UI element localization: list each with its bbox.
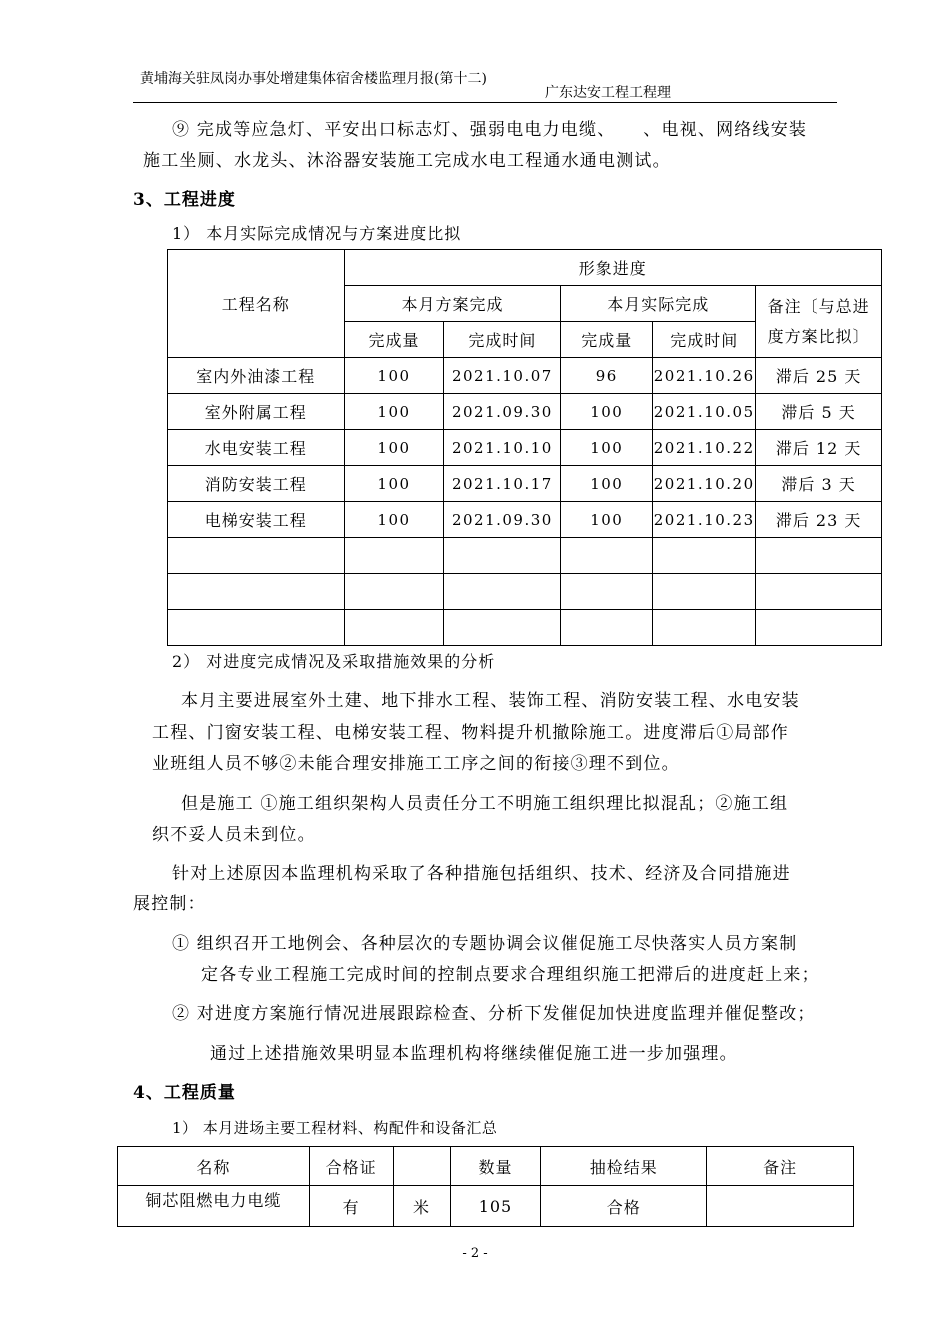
- header-progress: 形象进度: [344, 250, 881, 286]
- cell-note: 滞后 5 天: [756, 394, 882, 430]
- section3-sub2: 2） 对进度完成情况及采取措施效果的分析: [172, 652, 496, 671]
- para1-line2: 工程、门窗安装工程、电梯安装工程、物料提升机撤除施工。进度滞后①局部作: [152, 723, 789, 743]
- report-title: 黄埔海关驻凤岗办事处增建集体宿舍楼监理月报(第十二): [140, 71, 487, 87]
- cell-name: 消防安装工程: [168, 466, 345, 502]
- cell-actual-time: 2021.10.22: [653, 430, 756, 466]
- cell-name: 室内外油漆工程: [168, 358, 345, 394]
- cell-plan-time: 2021.10.17: [444, 466, 561, 502]
- cell-plan-qty: 100: [344, 394, 444, 430]
- cell-unit: 米: [393, 1186, 450, 1227]
- cell-actual-qty: 100: [561, 466, 653, 502]
- cell-actual-qty: 100: [561, 502, 653, 538]
- para3-line2: 展控制：: [133, 894, 206, 914]
- cell-actual-time: 2021.10.23: [653, 502, 756, 538]
- cell-name: 电梯安装工程: [168, 502, 345, 538]
- para3-line1: 针对上述原因本监理机构采取了各种措施包括组织、技术、经济及合同措施进: [172, 864, 791, 884]
- section3-sub1: 1） 本月实际完成情况与方案进度比拟: [172, 224, 462, 243]
- header-actual: 本月实际完成: [561, 286, 756, 322]
- table-row: [168, 358, 882, 394]
- header-note-line2: 度方案比拟〕: [767, 326, 870, 346]
- header-quantity: 数量: [450, 1147, 541, 1186]
- table-row: [168, 394, 882, 430]
- header-remark: 备注: [707, 1147, 854, 1186]
- cell-plan-time: 2021.10.10: [444, 430, 561, 466]
- para1-line1: 本月主要进展室外土建、地下排水工程、装饰工程、消防安装工程、水电安装: [181, 691, 800, 711]
- cell-note: 滞后 25 天: [756, 358, 882, 394]
- cell-name: 水电安装工程: [168, 430, 345, 466]
- measure1-line1: ① 组织召开工地例会、各种层次的专题协调会议催促施工尽快落实人员方案制: [172, 934, 798, 954]
- cell-quantity: 105: [450, 1186, 541, 1227]
- section4-heading: 4、工程质量: [133, 1083, 236, 1103]
- empty-row: [168, 538, 882, 574]
- item9-line1: ⑨ 完成等应急灯、平安出口标志灯、强弱电电力电缆、 、电视、网络线安装: [172, 120, 808, 140]
- header-actual-time: 完成时间: [653, 322, 756, 358]
- cell-actual-time: 2021.10.26: [653, 358, 756, 394]
- table-row: [168, 466, 882, 502]
- measure1-line2: 定各专业工程施工完成时间的控制点要求合理组织施工把滞后的进度赶上来；: [201, 965, 820, 985]
- cell-certificate: 有: [309, 1186, 393, 1227]
- cell-name: 室外附属工程: [168, 394, 345, 430]
- cell-note: 滞后 23 天: [756, 502, 882, 538]
- table-row: [168, 430, 882, 466]
- header-inspection-result: 抽检结果: [541, 1147, 707, 1186]
- measure2: ② 对进度方案施行情况进展跟踪检查、分析下发催促加快进度监理并催促整改；: [172, 1004, 816, 1024]
- header-unit: [393, 1147, 450, 1186]
- section4-sub1: 1） 本月进场主要工程材料、构配件和设备汇总: [172, 1119, 498, 1137]
- material-table: [117, 1146, 854, 1227]
- cell-note: 滞后 3 天: [756, 466, 882, 502]
- header-plan-qty: 完成量: [344, 322, 444, 358]
- header-plan-time: 完成时间: [444, 322, 561, 358]
- section3-heading: 3、工程进度: [133, 190, 236, 210]
- cell-actual-qty: 100: [561, 430, 653, 466]
- header-plan: 本月方案完成: [344, 286, 561, 322]
- header-note-line1: 备注〔与总进: [767, 296, 870, 316]
- header-project-name: 工程名称: [168, 250, 345, 358]
- header-actual-qty: 完成量: [561, 322, 653, 358]
- company-name: 广东达安工程工程理: [545, 85, 671, 101]
- table-row: [118, 1186, 854, 1227]
- header-material-name: 名称: [118, 1147, 310, 1186]
- cell-actual-time: 2021.10.20: [653, 466, 756, 502]
- cell-plan-qty: 100: [344, 502, 444, 538]
- item9-line2: 施工坐厕、水龙头、沐浴器安装施工完成水电工程通水通电测试。: [143, 151, 671, 171]
- table-row: [168, 502, 882, 538]
- cell-actual-qty: 100: [561, 394, 653, 430]
- cell-plan-qty: 100: [344, 358, 444, 394]
- page-number: - 2 -: [462, 1246, 488, 1261]
- conclusion: 通过上述措施效果明显本监理机构将继续催促施工进一步加强理。: [210, 1044, 738, 1064]
- cell-plan-time: 2021.09.30: [444, 394, 561, 430]
- para2-line2: 织不妥人员未到位。: [152, 825, 316, 845]
- para2-line1: 但是施工 ①施工组织架构人员责任分工不明施工组织理比拟混乱；②施工组: [181, 794, 789, 814]
- cell-note: 滞后 12 天: [756, 430, 882, 466]
- cell-remark: [707, 1186, 854, 1227]
- cell-inspection-result: 合格: [541, 1186, 707, 1227]
- cell-plan-time: 2021.10.07: [444, 358, 561, 394]
- cell-plan-qty: 100: [344, 430, 444, 466]
- empty-row: [168, 610, 882, 646]
- progress-table: [167, 249, 882, 646]
- empty-row: [168, 574, 882, 610]
- para1-line3: 业班组人员不够②未能合理安排施工工序之间的衔接③理不到位。: [152, 754, 680, 774]
- cell-material-name: 铜芯阻燃电力电缆: [118, 1186, 310, 1227]
- cell-actual-qty: 96: [561, 358, 653, 394]
- header-rule: [133, 102, 837, 103]
- cell-actual-time: 2021.10.05: [653, 394, 756, 430]
- header-certificate: 合格证: [309, 1147, 393, 1186]
- cell-plan-time: 2021.09.30: [444, 502, 561, 538]
- cell-plan-qty: 100: [344, 466, 444, 502]
- header-note: [756, 286, 882, 358]
